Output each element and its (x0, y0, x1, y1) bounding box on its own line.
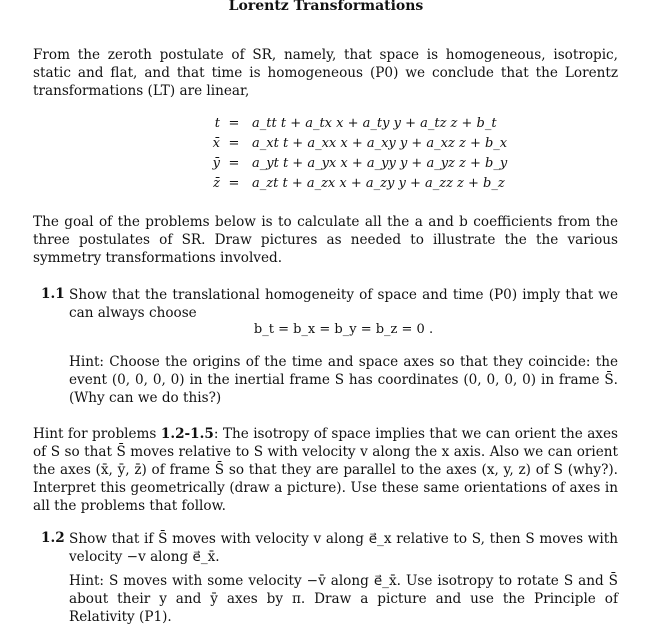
problem-text: Show that if S̄ moves with velocity v along e⃗_x relative to S, then S moves with velocity −v along e⃗_x̄. (69, 531, 618, 565)
problem-hint: Hint: S moves with some velocity −v̄ along e⃗_x̄. Use isotropy to rotate S and S̄ about their y and ȳ axes by π. Draw a picture and use the Principle of Relativity (P1). (69, 573, 618, 625)
problem-hint: Hint: Choose the origins of the time and space axes so that they coincide: the event (0, 0, 0, 0) in the inertial frame S has coordinates (0, 0, 0, 0) in frame S̄. (Why can we do this?) (69, 354, 618, 406)
intro-paragraph: From the zeroth postulate of SR, namely, that space is homogeneous, isotropic, static and flat, and that time is homogeneous (P0) we conclude that the Lorentz transformations (LT) are linear, (33, 47, 618, 99)
equation-rel: = (228, 176, 240, 191)
equation-rel: = (228, 156, 240, 171)
equation-rel: = (228, 116, 240, 131)
equation-lhs: z̄ (213, 176, 220, 191)
page-title: Lorentz Transformations (228, 0, 424, 14)
goal-paragraph: The goal of the problems below is to calculate all the a and b coefficients from the three postulates of SR. Draw pictures as needed to illustrate the the various symmetry transformations involved. (33, 214, 618, 266)
equation-lhs: x̄ (212, 136, 220, 151)
hint-range: 1.2-1.5 (160, 426, 214, 442)
equation-rhs: a_yt t + a_yx x + a_yy y + a_yz z + b_y (252, 156, 508, 171)
equation-rel: = (228, 136, 240, 151)
problem-equation: b_t = b_x = b_y = b_z = 0 . (253, 322, 434, 337)
problem-number: 1.1 (41, 286, 65, 302)
hint-lead: Hint for problems (33, 426, 161, 442)
general-hint-paragraph (33, 425, 618, 515)
equation-lhs: ȳ (212, 156, 220, 171)
problem-number: 1.2 (41, 530, 65, 546)
equation-rhs: a_xt t + a_xx x + a_xy y + a_xz z + b_x (252, 136, 508, 151)
problem-text: Show that the translational homogeneity of space and time (P0) imply that we can always choose (69, 287, 618, 321)
equation-rhs: a_tt t + a_tx x + a_ty y + a_tz z + b_t (252, 116, 497, 131)
hint-text: : The isotropy of space implies that we can orient the axes of S so that S̄ moves relative to S with velocity v along the x axis. Also we can orient the axes (x̄, ȳ, z̄) of frame S̄ so that they are parallel to the axes (x, y, z) of S (why?). Interpret this geometrically (draw a picture). Use these same orientations of axes in all the problems that follow. (33, 426, 618, 514)
equation-lhs: t (214, 116, 220, 131)
equation-rhs: a_zt t + a_zx x + a_zy y + a_zz z + b_z (252, 176, 505, 191)
